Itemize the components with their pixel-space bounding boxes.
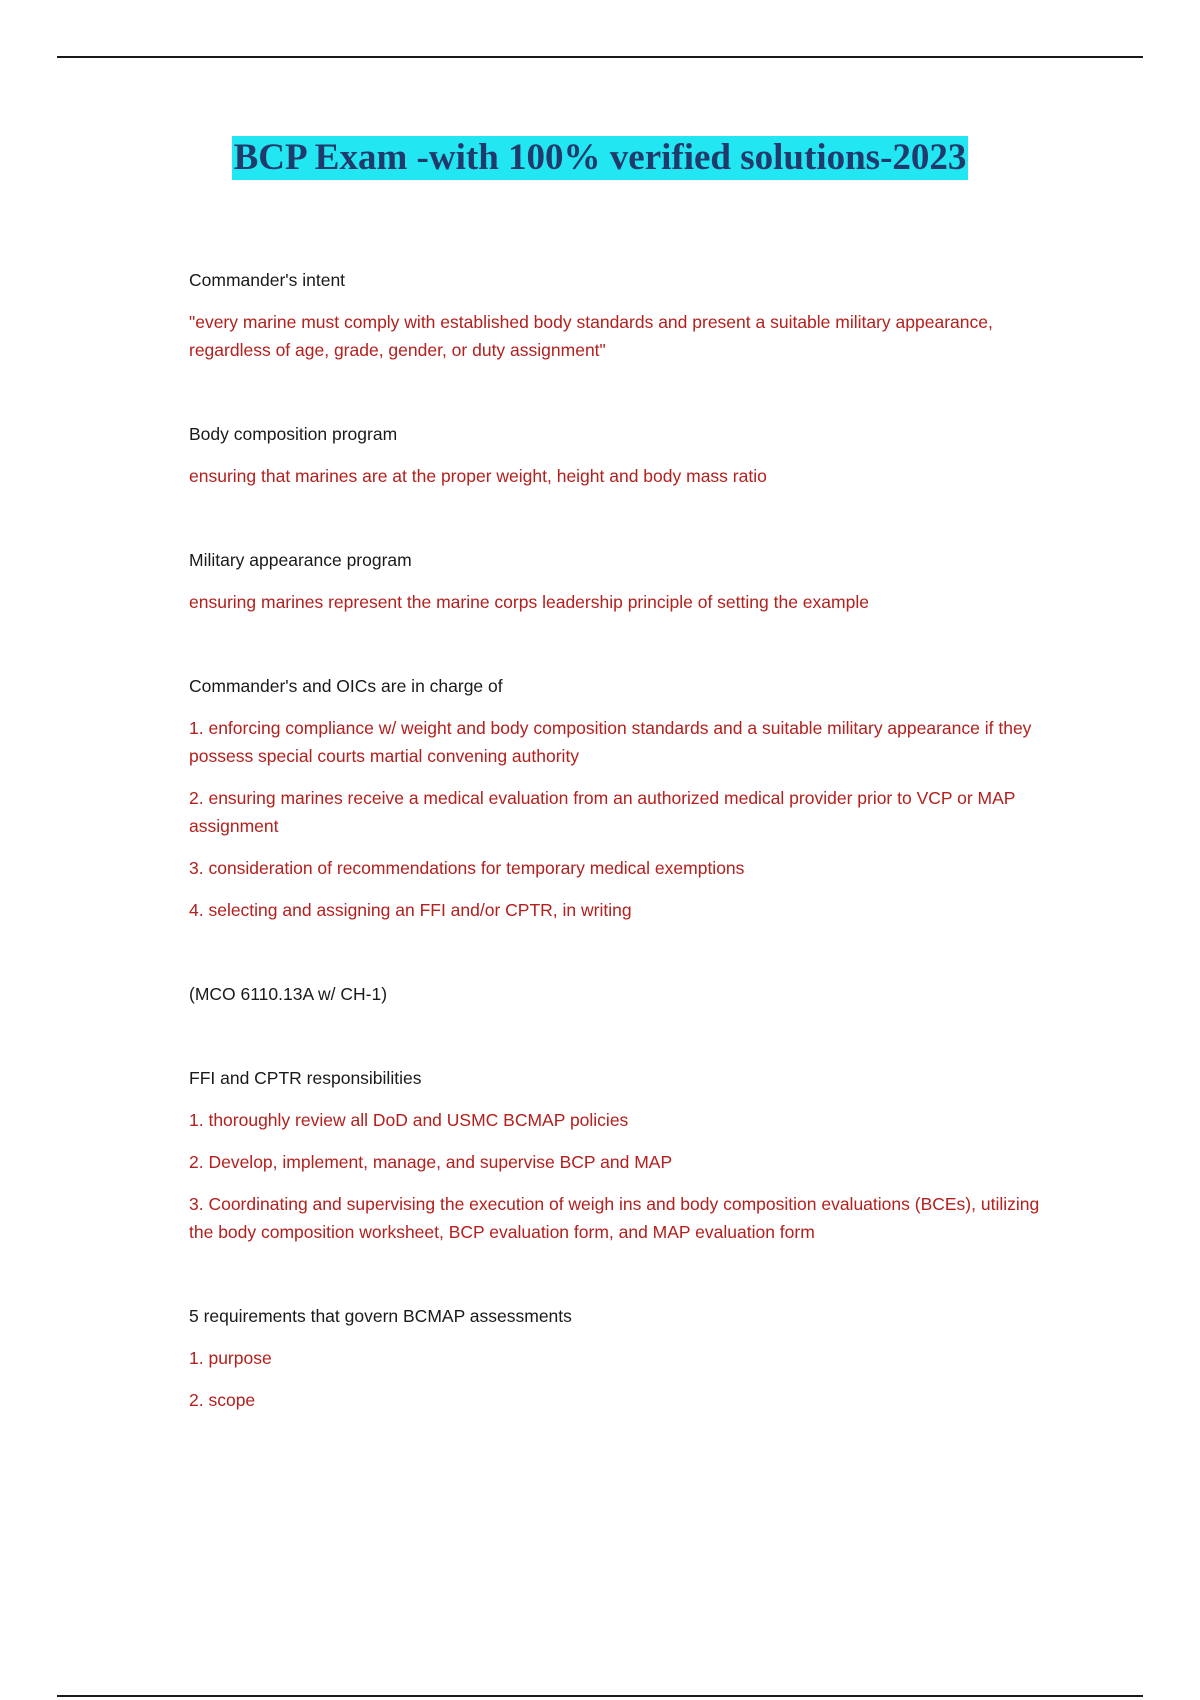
question: 5 requirements that govern BCMAP assessments bbox=[189, 1306, 572, 1326]
top-rule bbox=[57, 56, 1143, 58]
reference-note: (MCO 6110.13A w/ CH-1) bbox=[189, 984, 388, 1004]
answer: 3. Coordinating and supervising the execution of weigh ins and body composition evaluations (BCEs), utilizing the body composition worksheet, BCP evaluation form, and MAP evaluation form bbox=[189, 1194, 1040, 1242]
question: Body composition program bbox=[189, 424, 398, 444]
answer: 1. enforcing compliance w/ weight and body composition standards and a suitable military appearance if they possess special courts martial convening authority bbox=[189, 718, 1032, 766]
title-container bbox=[0, 136, 1200, 180]
qa-block bbox=[189, 1064, 1059, 1246]
answer: 4. selecting and assigning an FFI and/or CPTR, in writing bbox=[189, 900, 632, 920]
qa-block bbox=[189, 546, 1059, 616]
answer: 2. scope bbox=[189, 1390, 256, 1410]
answer: ensuring that marines are at the proper weight, height and body mass ratio bbox=[189, 466, 767, 486]
answer: 2. ensuring marines receive a medical evaluation from an authorized medical provider prior to VCP or MAP assignment bbox=[189, 788, 1016, 836]
question: Military appearance program bbox=[189, 550, 412, 570]
qa-block bbox=[189, 1302, 1059, 1414]
question: Commander's intent bbox=[189, 270, 346, 290]
document-body bbox=[189, 266, 1059, 1414]
answer: 2. Develop, implement, manage, and supervise BCP and MAP bbox=[189, 1152, 673, 1172]
question: Commander's and OICs are in charge of bbox=[189, 676, 503, 696]
answer: 1. thoroughly review all DoD and USMC BCMAP policies bbox=[189, 1110, 629, 1130]
qa-block bbox=[189, 420, 1059, 490]
answer: 1. purpose bbox=[189, 1348, 272, 1368]
answer: ensuring marines represent the marine corps leadership principle of setting the example bbox=[189, 592, 869, 612]
qa-block bbox=[189, 672, 1059, 924]
answer: "every marine must comply with established body standards and present a suitable military appearance, regardless of age, grade, gender, or duty assignment" bbox=[189, 312, 993, 360]
qa-block bbox=[189, 266, 1059, 364]
document-title: BCP Exam -with 100% verified solutions-2023 bbox=[233, 137, 967, 178]
bottom-rule bbox=[57, 1695, 1143, 1697]
question: FFI and CPTR responsibilities bbox=[189, 1068, 422, 1088]
reference-block bbox=[189, 980, 1059, 1008]
answer: 3. consideration of recommendations for temporary medical exemptions bbox=[189, 858, 745, 878]
